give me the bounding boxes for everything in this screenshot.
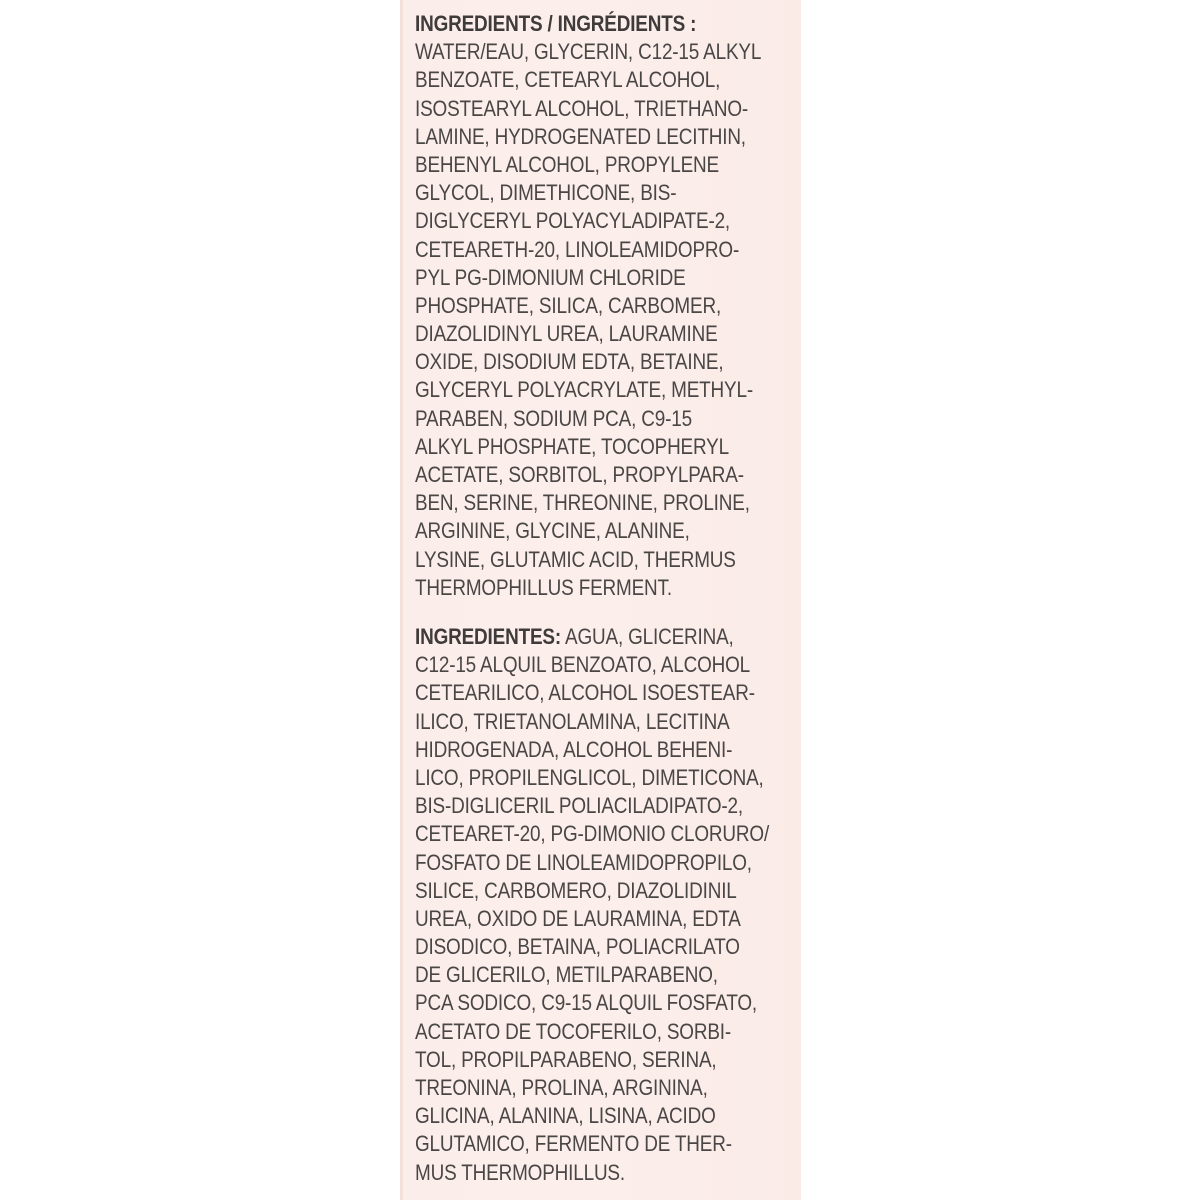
ingredients-english-line: ISOSTEARYL ALCOHOL, TRIETHANO- [415,95,749,121]
ingredient-label-panel [400,0,801,1200]
ingredients-english-line: ARGININE, GLYCINE, ALANINE, [415,518,690,544]
ingredients-english-line: LYSINE, GLUTAMIC ACID, THERMUS [415,546,736,572]
ingredients-english-line: WATER/EAU, GLYCERIN, C12-15 ALKYL [415,39,762,65]
ingredients-spanish-line: DE GLICERILO, METILPARABENO, [415,962,718,988]
ingredients-spanish-first-line [415,623,747,651]
ingredients-english-line: LAMINE, HYDROGENATED LECITHIN, [415,123,746,149]
ingredients-spanish-line: CETEARET-20, PG-DIMONIO CLORURO/ [415,821,770,847]
ingredients-english-line: PYL PG-DIMONIUM CHLORIDE [415,264,686,290]
ingredients-spanish-line: UREA, OXIDO DE LAURAMINA, EDTA [415,905,741,931]
ingredients-english-line: BEHENYL ALCOHOL, PROPYLENE [415,151,719,177]
ingredients-spanish-line: BIS-DIGLICERIL POLIACILADIPATO-2, [415,793,743,819]
ingredients-spanish-line: GLUTAMICO, FERMENTO DE THER- [415,1131,732,1157]
ingredients-english-line: THERMOPHILLUS FERMENT. [415,574,672,600]
ingredients-spanish-line: ILICO, TRIETANOLAMINA, LECITINA [415,708,730,734]
ingredients-spanish-line: FOSFATO DE LINOLEAMIDOPROPILO, [415,849,752,875]
ingredients-spanish-line: MUS THERMOPHILLUS. [415,1159,625,1185]
ingredients-english-line: DIGLYCERYL POLYACYLADIPATE-2, [415,208,731,234]
ingredients-english-line: PHOSPHATE, SILICA, CARBOMER, [415,292,722,318]
ingredients-english-line: GLYCOL, DIMETHICONE, BIS- [415,180,677,206]
ingredients-english-line: CETEARETH-20, LINOLEAMIDOPRO- [415,236,740,262]
ingredients-english-line: GLYCERYL POLYACRYLATE, METHYL- [415,377,753,403]
ingredients-spanish-line: TREONINA, PROLINA, ARGININA, [415,1075,708,1100]
ingredients-spanish-heading: INGREDIENTES: [415,624,561,649]
ingredients-english-line: BEN, SERINE, THREONINE, PROLINE, [415,490,750,516]
ingredients-spanish-block [415,623,770,1187]
ingredients-spanish-line: LICO, PROPILENGLICOL, DIMETICONA, [415,764,764,790]
ingredients-spanish-first-line-rest: AGUA, GLICERINA, [560,624,734,649]
ingredients-spanish-line: GLICINA, ALANINA, LISINA, ACIDO [415,1103,716,1129]
ingredients-spanish-line: DISODICO, BETAINA, POLIACRILATO [415,934,740,960]
ingredients-english-line: BENZOATE, CETEARYL ALCOHOL, [415,67,721,93]
ingredients-spanish-line: SILICE, CARBOMERO, DIAZOLIDINIL [415,877,737,903]
ingredients-spanish-line: ACETATO DE TOCOFERILO, SORBI- [415,1018,732,1044]
ingredients-english-line: DIAZOLIDINYL UREA, LAURAMINE [415,321,718,347]
ingredients-spanish-line: PCA SODICO, C9-15 ALQUIL FOSFATO, [415,990,757,1016]
ingredients-spanish-line: CETEARILICO, ALCOHOL ISOESTEAR- [415,680,755,706]
ingredients-english-heading: INGREDIENTS / INGRÉDIENTS : [415,11,697,36]
ingredients-english-line: ACETATE, SORBITOL, PROPYLPARA- [415,462,744,487]
ingredients-spanish-line: HIDROGENADA, ALCOHOL BEHENI- [415,736,733,762]
ingredients-english-line: PARABEN, SODIUM PCA, C9-15 [415,405,692,431]
ingredients-spanish-line: TOL, PROPILPARABENO, SERINA, [415,1046,717,1072]
ingredients-english-line: ALKYL PHOSPHATE, TOCOPHERYL [415,433,729,459]
ingredients-spanish-line: C12-15 ALQUIL BENZOATO, ALCOHOL [415,652,751,678]
ingredients-english-line: OXIDE, DISODIUM EDTA, BETAINE, [415,349,724,375]
ingredients-english-block [415,10,762,602]
